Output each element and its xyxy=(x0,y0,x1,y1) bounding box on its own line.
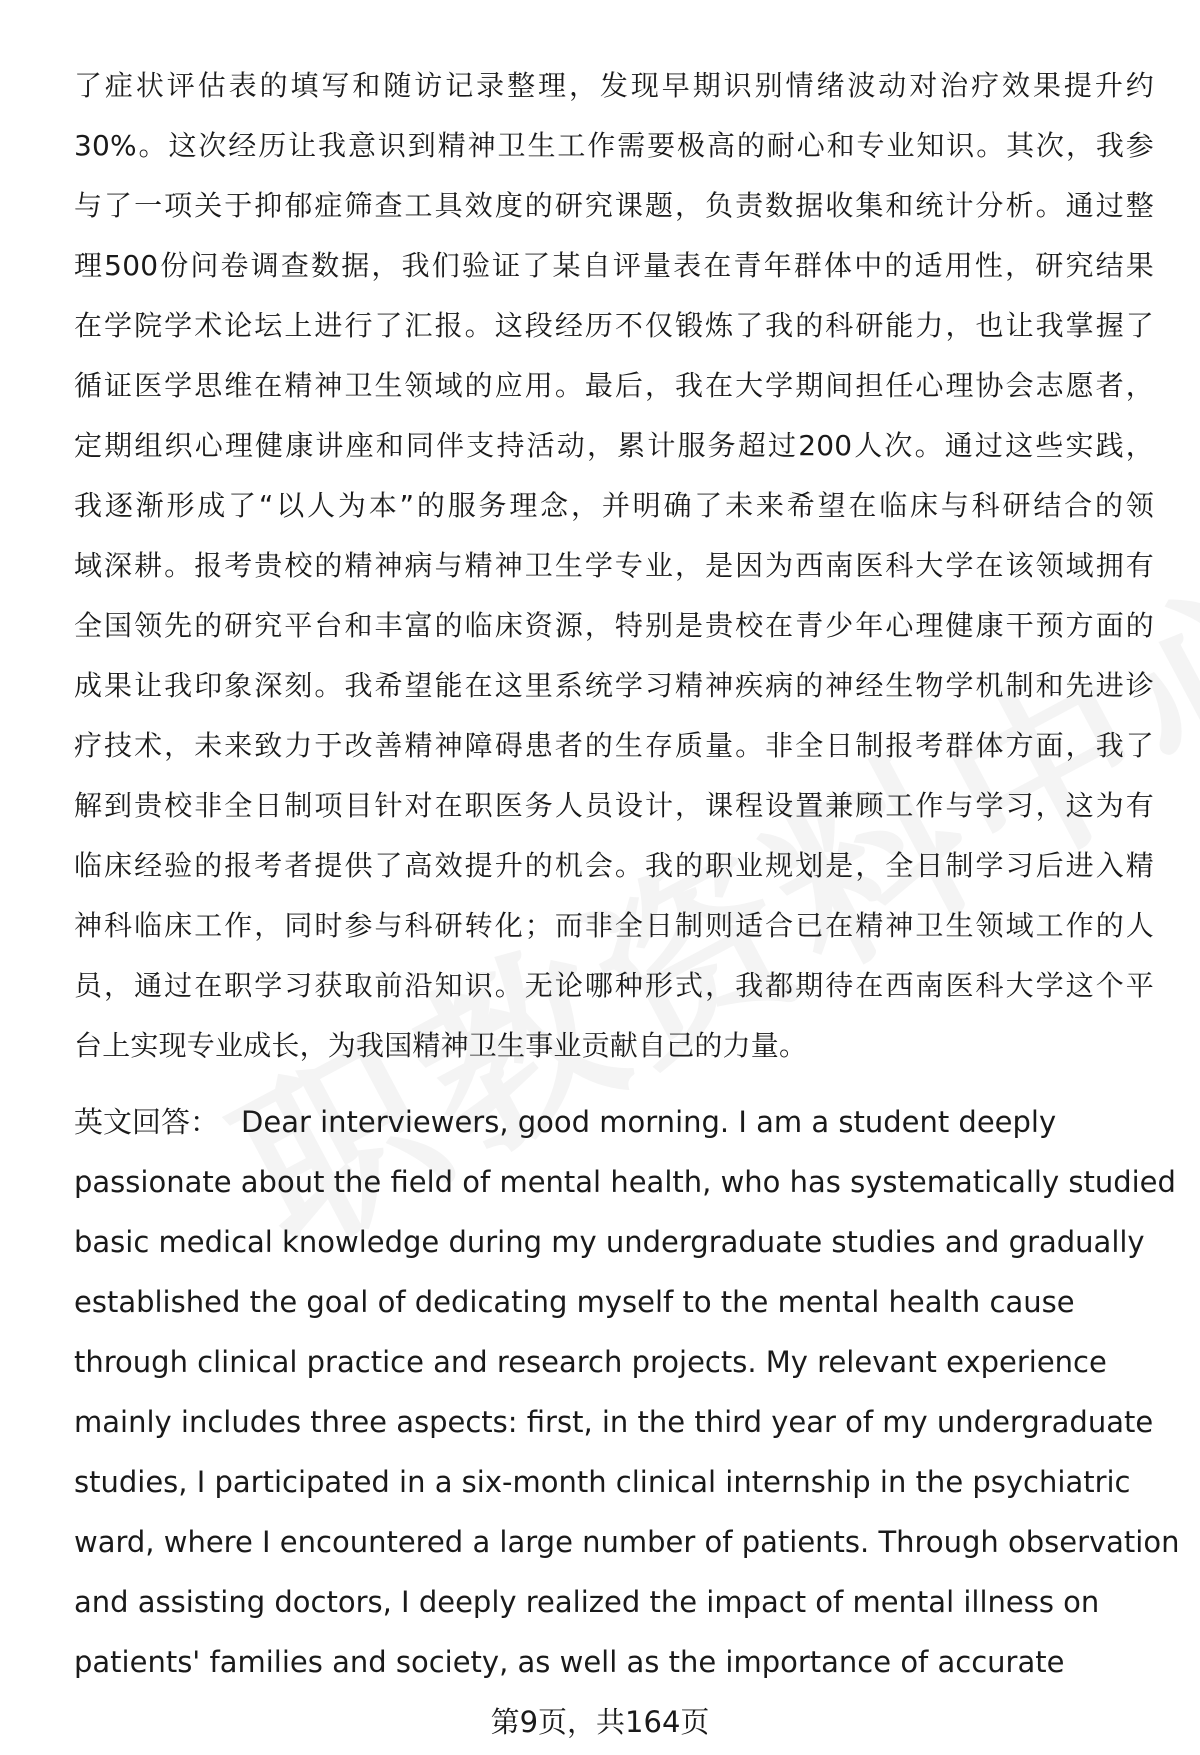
paragraph-line: passionate about the field of mental health, who has systematically studied xyxy=(74,1165,1176,1199)
paragraph-line: 疗技术，未来致力于改善精神障碍患者的生存质量。非全日制报考群体方面，我了 xyxy=(74,729,1154,762)
paragraph-line: basic medical knowledge during my undergraduate studies and gradually xyxy=(74,1225,1145,1259)
paragraph-line: 理500份问卷调查数据，我们验证了某自评量表在青年群体中的适用性，研究结果 xyxy=(74,249,1154,282)
answer-text: Dear interviewers, good morning. I am a student deeply xyxy=(241,1105,1057,1139)
paragraph-line: 全国领先的研究平台和丰富的临床资源，特别是贵校在青少年心理健康干预方面的 xyxy=(74,609,1154,642)
chinese-paragraph xyxy=(74,56,1154,1076)
paragraph-line: 台上实现专业成长，为我国精神卫生事业贡献自己的力量。 xyxy=(74,1029,808,1062)
paragraph-line: 在学院学术论坛上进行了汇报。这段经历不仅锻炼了我的科研能力，也让我掌握了 xyxy=(74,309,1154,342)
paragraph-line: mainly includes three aspects: first, in the third year of my undergraduate xyxy=(74,1405,1154,1439)
paragraph-line: 临床经验的报考者提供了高效提升的机会。我的职业规划是，全日制学习后进入精 xyxy=(74,849,1154,882)
page-number: 第9页，共164页 xyxy=(490,1705,710,1739)
english-answer xyxy=(74,1092,1180,1692)
paragraph-line: 与了一项关于抑郁症筛查工具效度的研究课题，负责数据收集和统计分析。通过整 xyxy=(74,189,1154,222)
paragraph-line xyxy=(74,1092,1174,1152)
paragraph-line: 神科临床工作，同时参与科研转化；而非全日制则适合已在精神卫生领域工作的人 xyxy=(74,909,1154,942)
paragraph-line: ward, where I encountered a large number of patients. Through observation xyxy=(74,1525,1180,1559)
paragraph-line: patients' families and society, as well as the importance of accurate xyxy=(74,1645,1065,1679)
paragraph-line: through clinical practice and research projects. My relevant experience xyxy=(74,1345,1107,1379)
paragraph-line: 了症状评估表的填写和随访记录整理，发现早期识别情绪波动对治疗效果提升约 xyxy=(74,69,1154,102)
paragraph-line: 员，通过在职学习获取前沿知识。无论哪种形式，我都期待在西南医科大学这个平 xyxy=(74,969,1154,1002)
paragraph-line: 解到贵校非全日制项目针对在职医务人员设计，课程设置兼顾工作与学习，这为有 xyxy=(74,789,1154,822)
paragraph-line: and assisting doctors, I deeply realized the impact of mental illness on xyxy=(74,1585,1100,1619)
paragraph-line: 域深耕。报考贵校的精神病与精神卫生学专业，是因为西南医科大学在该领域拥有 xyxy=(74,549,1154,582)
paragraph-line: 循证医学思维在精神卫生领域的应用。最后，我在大学期间担任心理协会志愿者， xyxy=(74,369,1154,402)
paragraph-line: 我逐渐形成了“以人为本”的服务理念，并明确了未来希望在临床与科研结合的领 xyxy=(74,489,1154,522)
answer-label: 英文回答： xyxy=(74,1105,220,1139)
paragraph-line: 30%。这次经历让我意识到精神卫生工作需要极高的耐心和专业知识。其次，我参 xyxy=(74,129,1154,162)
paragraph-line: 定期组织心理健康讲座和同伴支持活动，累计服务超过200人次。通过这些实践， xyxy=(74,429,1154,462)
paragraph-line: established the goal of dedicating myself to the mental health cause xyxy=(74,1285,1075,1319)
paragraph-line: 成果让我印象深刻。我希望能在这里系统学习精神疾病的神经生物学机制和先进诊 xyxy=(74,669,1154,702)
paragraph-line: studies, I participated in a six-month clinical internship in the psychiatric xyxy=(74,1465,1131,1499)
